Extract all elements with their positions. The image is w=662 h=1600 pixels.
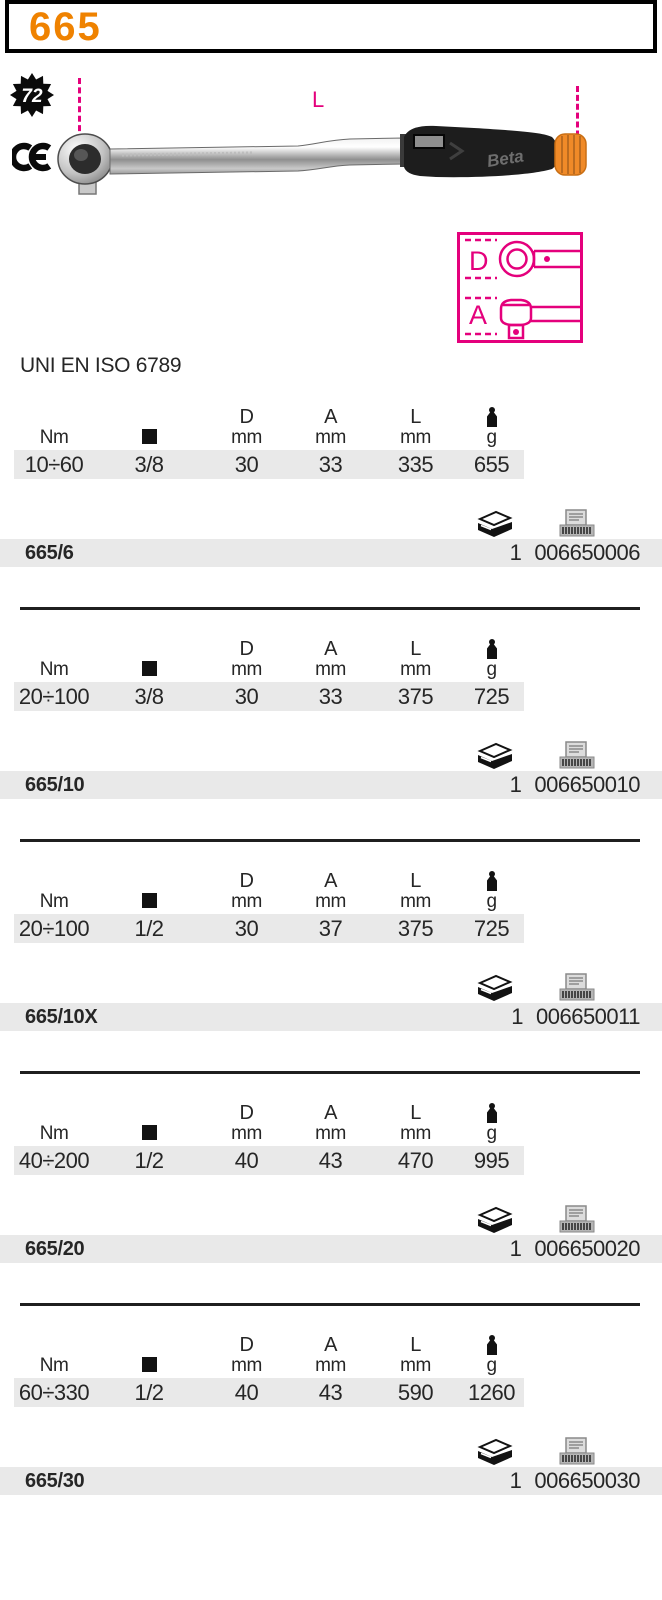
order-code: 006650010 — [534, 772, 640, 797]
product-family-code: 665 — [29, 4, 102, 49]
drive-size-value: 1/2 — [134, 1148, 164, 1173]
model-band — [0, 539, 662, 567]
order-icons-row — [0, 509, 662, 539]
col-header-d: D — [239, 1334, 254, 1356]
product-diagram-area — [0, 53, 662, 353]
unit-mm: mm — [231, 891, 262, 912]
model-band — [0, 771, 662, 799]
unit-g: g — [486, 1123, 497, 1144]
spec-table — [14, 868, 524, 943]
unit-g: g — [486, 891, 497, 912]
order-icons-row — [0, 741, 662, 771]
barcode-printer-icon — [559, 973, 595, 1003]
col-header-l: L — [410, 406, 421, 428]
spec-values-row — [14, 1378, 524, 1407]
case-pack-icon — [474, 1437, 514, 1467]
case-pack-icon — [474, 1205, 514, 1235]
unit-mm: mm — [315, 1123, 346, 1144]
length-dimension-label: L — [312, 87, 325, 112]
order-icons-row — [0, 1205, 662, 1235]
col-header-torque: Nm — [39, 1355, 69, 1376]
weight-value: 725 — [473, 684, 510, 709]
inset-d-label: D — [469, 246, 489, 276]
torque-range-value: 60÷330 — [18, 1380, 90, 1405]
spec-table — [14, 1100, 524, 1175]
unit-mm: mm — [231, 1123, 262, 1144]
drive-size-value: 1/2 — [134, 1380, 164, 1405]
col-header-a: A — [324, 406, 337, 428]
model-band — [0, 1467, 662, 1495]
unit-mm: mm — [400, 427, 431, 448]
barcode-printer-icon — [559, 509, 595, 539]
square-drive-icon — [142, 661, 157, 676]
unit-mm: mm — [400, 1355, 431, 1376]
unit-mm: mm — [400, 891, 431, 912]
torque-range-value: 20÷100 — [18, 684, 90, 709]
a-value: 37 — [318, 916, 343, 941]
weight-icon — [485, 1103, 499, 1124]
pack-quantity: 1 — [509, 1236, 522, 1261]
col-header-torque: Nm — [39, 891, 69, 912]
unit-mm: mm — [400, 659, 431, 680]
a-value: 33 — [318, 684, 343, 709]
weight-value: 655 — [473, 452, 510, 477]
pack-quantity: 1 — [509, 1468, 522, 1493]
col-header-d: D — [239, 638, 254, 660]
order-code: 006650011 — [536, 1004, 640, 1029]
barcode-printer-icon — [559, 1205, 595, 1235]
wrench-handle — [404, 126, 558, 177]
l-value: 470 — [397, 1148, 434, 1173]
standard-text: UNI EN ISO 6789 — [20, 354, 182, 377]
weight-value: 1260 — [468, 1380, 515, 1405]
spec-table — [14, 636, 524, 711]
product-section — [0, 636, 662, 842]
section-divider — [20, 1303, 640, 1306]
col-header-torque: Nm — [39, 427, 69, 448]
square-drive-icon — [142, 429, 157, 444]
case-pack-icon — [474, 741, 514, 771]
product-section — [0, 1332, 662, 1495]
product-section — [0, 404, 662, 610]
ce-mark-icon — [12, 141, 54, 173]
col-header-a: A — [324, 1334, 337, 1356]
spec-table — [14, 1332, 524, 1407]
weight-icon — [485, 639, 499, 660]
square-drive-icon — [142, 1357, 157, 1372]
drive-size-value: 3/8 — [134, 452, 164, 477]
col-header-d: D — [239, 870, 254, 892]
order-code: 006650020 — [534, 1236, 640, 1261]
case-pack-icon — [474, 973, 514, 1003]
d-value: 30 — [234, 452, 259, 477]
spec-values-row — [14, 450, 524, 479]
unit-mm: mm — [231, 659, 262, 680]
page-header — [5, 0, 657, 53]
pack-quantity: 1 — [509, 540, 522, 565]
model-number: 665/10X — [25, 1005, 98, 1028]
spec-values-row — [14, 1146, 524, 1175]
spec-values-row — [14, 914, 524, 943]
d-value: 40 — [234, 1380, 259, 1405]
adjustment-window — [414, 135, 444, 148]
pack-quantity: 1 — [509, 772, 522, 797]
section-divider — [20, 1071, 640, 1074]
spec-table — [14, 404, 524, 479]
l-value: 375 — [397, 916, 434, 941]
unit-mm: mm — [315, 427, 346, 448]
model-number: 665/20 — [25, 1237, 85, 1260]
d-value: 30 — [234, 916, 259, 941]
weight-icon — [485, 871, 499, 892]
unit-mm: mm — [231, 1355, 262, 1376]
unit-mm: mm — [231, 427, 262, 448]
l-value: 335 — [397, 452, 434, 477]
torque-range-value: 20÷100 — [18, 916, 90, 941]
product-section — [0, 1100, 662, 1306]
square-drive-icon — [142, 1125, 157, 1140]
model-number: 665/30 — [25, 1469, 85, 1492]
a-value: 43 — [318, 1380, 343, 1405]
weight-icon — [485, 1335, 499, 1356]
model-number: 665/10 — [25, 773, 85, 796]
col-header-torque: Nm — [39, 659, 69, 680]
col-header-a: A — [324, 1102, 337, 1124]
unit-g: g — [486, 1355, 497, 1376]
col-header-l: L — [410, 1334, 421, 1356]
product-section — [0, 868, 662, 1074]
l-value: 375 — [397, 684, 434, 709]
unit-mm: mm — [315, 659, 346, 680]
unit-g: g — [486, 659, 497, 680]
drive-detail-inset — [457, 232, 583, 343]
case-pack-icon — [474, 509, 514, 539]
inset-a-label: A — [469, 300, 488, 330]
drive-size-value: 1/2 — [134, 916, 164, 941]
barcode-printer-icon — [559, 741, 595, 771]
spec-values-row — [14, 682, 524, 711]
torque-range-value: 10÷60 — [24, 452, 84, 477]
order-icons-row — [0, 973, 662, 1003]
d-value: 40 — [234, 1148, 259, 1173]
unit-mm: mm — [315, 1355, 346, 1376]
drive-size-value: 3/8 — [134, 684, 164, 709]
product-list — [0, 404, 662, 1495]
col-header-l: L — [410, 870, 421, 892]
teeth-count-label: 72 — [21, 86, 43, 107]
l-value: 590 — [397, 1380, 434, 1405]
square-drive-icon — [142, 893, 157, 908]
section-divider — [20, 607, 640, 610]
col-header-d: D — [239, 406, 254, 428]
col-header-a: A — [324, 638, 337, 660]
weight-value: 995 — [473, 1148, 510, 1173]
order-code: 006650030 — [534, 1468, 640, 1493]
d-value: 30 — [234, 684, 259, 709]
unit-mm: mm — [400, 1123, 431, 1144]
torque-range-value: 40÷200 — [18, 1148, 90, 1173]
col-header-d: D — [239, 1102, 254, 1124]
barcode-printer-icon — [559, 1437, 595, 1467]
section-divider — [20, 839, 640, 842]
model-number: 665/6 — [25, 541, 74, 564]
a-value: 33 — [318, 452, 343, 477]
a-value: 43 — [318, 1148, 343, 1173]
col-header-a: A — [324, 870, 337, 892]
unit-g: g — [486, 427, 497, 448]
pack-quantity: 1 — [511, 1004, 523, 1029]
col-header-l: L — [410, 1102, 421, 1124]
unit-mm: mm — [315, 891, 346, 912]
handle-end-cap — [555, 134, 586, 175]
weight-icon — [485, 407, 499, 428]
order-code: 006650006 — [534, 540, 640, 565]
order-icons-row — [0, 1437, 662, 1467]
handle-brand-label: Beta — [485, 146, 526, 171]
col-header-l: L — [410, 638, 421, 660]
teeth-count-badge-icon — [10, 73, 54, 117]
model-band — [0, 1003, 662, 1031]
torque-wrench-illustration — [52, 115, 592, 210]
weight-value: 725 — [473, 916, 510, 941]
model-band — [0, 1235, 662, 1263]
col-header-torque: Nm — [39, 1123, 69, 1144]
